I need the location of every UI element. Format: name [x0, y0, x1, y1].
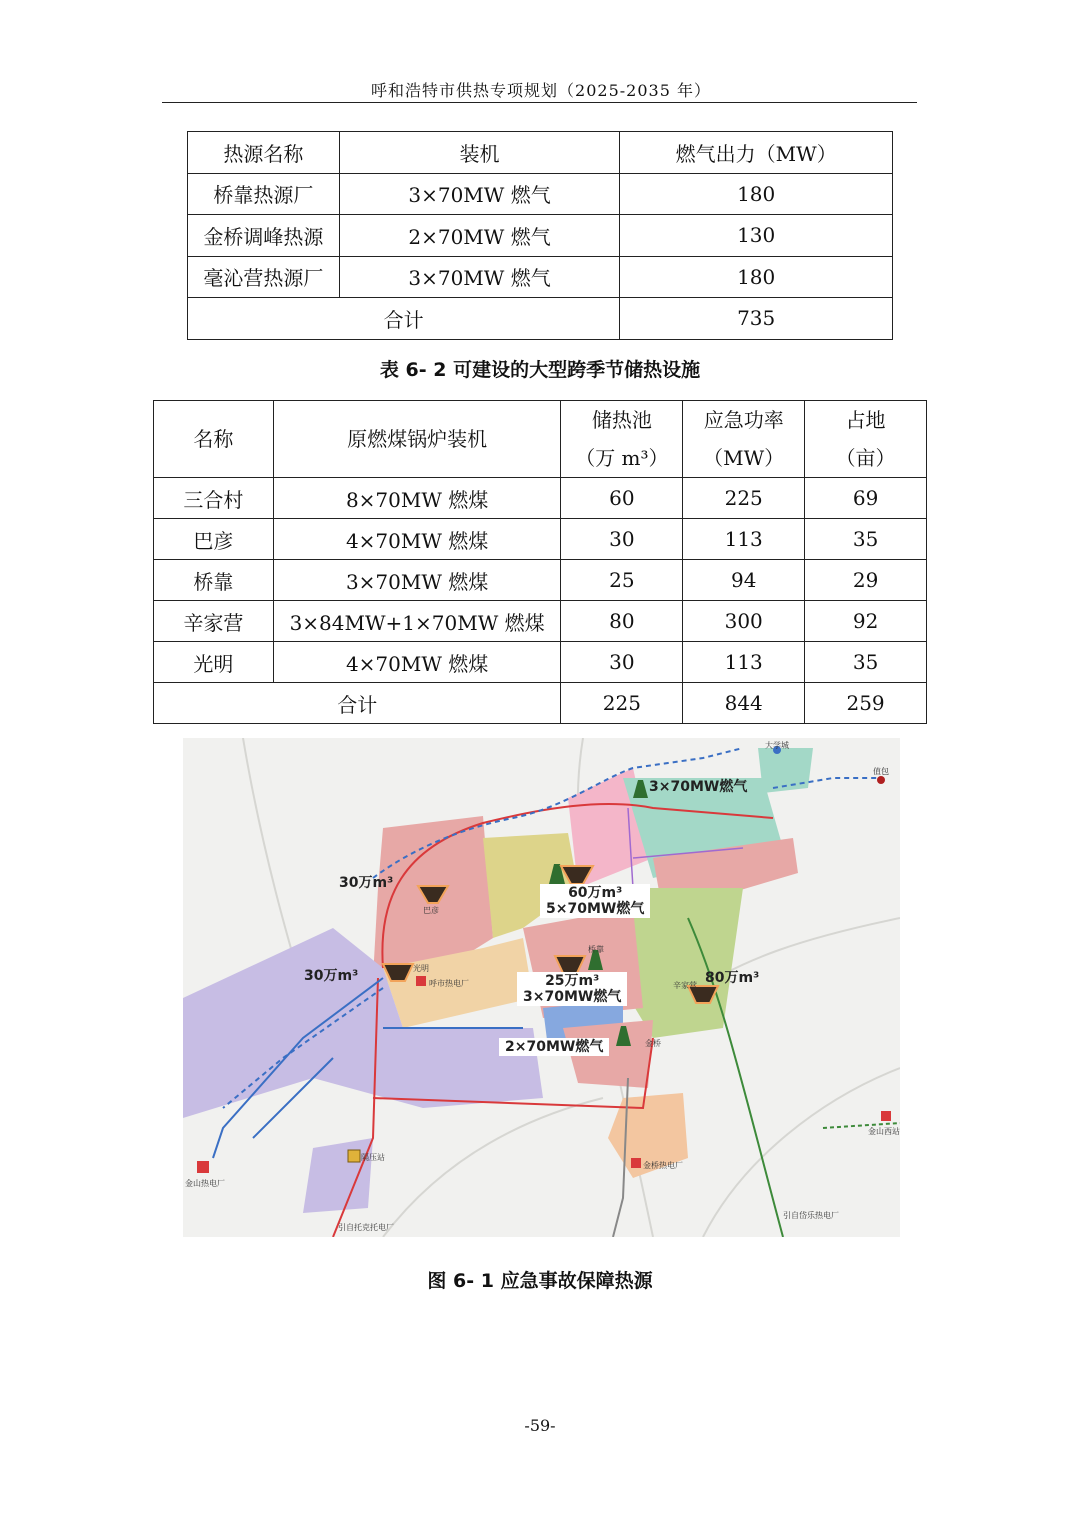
- heat-source-table: [187, 131, 893, 340]
- map-label-xinjiaying: 80万m³: [705, 970, 760, 986]
- table-cell: 3×70MW 燃煤: [273, 560, 561, 601]
- table-cell: 金桥调峰热源: [188, 215, 340, 257]
- table-cell: 35: [805, 642, 927, 683]
- total-label: 合计: [154, 683, 561, 724]
- running-header: 呼和浩特市供热专项规划（2025-2035 年）: [371, 81, 711, 100]
- table-cell: 辛家营: [154, 601, 274, 642]
- total-row: [154, 683, 927, 724]
- header-line: 应急功率: [703, 408, 784, 432]
- figure-caption: 图 6- 1 应急事故保障热源: [427, 1270, 653, 1292]
- table-caption: 表 6- 2 可建设的大型跨季节储热设施: [379, 359, 701, 381]
- total-row: [188, 298, 893, 340]
- table-cell: 180: [620, 173, 893, 215]
- table-cell: 25: [561, 560, 683, 601]
- map-label-bayan: 30万m³: [339, 875, 394, 891]
- endpoint-icon-baotou: [877, 776, 885, 784]
- map-small-label: 呼市热电厂: [429, 979, 469, 988]
- table-cell: 30: [561, 519, 683, 560]
- table-cell: 113: [683, 519, 805, 560]
- header-cell: 装机: [339, 132, 620, 174]
- table-cell: 300: [683, 601, 805, 642]
- table-cell: 4×70MW 燃煤: [273, 519, 561, 560]
- table-cell: 130: [620, 215, 893, 257]
- header-cell: [805, 401, 927, 478]
- header-unit: （万 m³）: [575, 446, 669, 470]
- header-line: 占地: [845, 408, 886, 432]
- map-small-label: 巴彦: [423, 906, 439, 915]
- map-small-label: 隔压站: [361, 1153, 385, 1162]
- map-small-label: 桥靠: [588, 945, 604, 954]
- table-cell: 三合村: [154, 478, 274, 519]
- total-value: 844: [683, 683, 805, 724]
- power-plant-icon-jinqiao: [631, 1158, 641, 1168]
- map-label-line: 25万m³: [545, 973, 600, 989]
- map-small-label: 值包: [873, 767, 889, 776]
- map-label-qiaokao: [517, 972, 627, 1006]
- total-value: 259: [805, 683, 927, 724]
- table-cell: 光明: [154, 642, 274, 683]
- map-label-sanhecun: [540, 884, 650, 918]
- total-value: 225: [561, 683, 683, 724]
- map-label-guangming: 30万m³: [304, 968, 359, 984]
- table-row: [154, 642, 927, 683]
- total-label: 合计: [188, 298, 620, 340]
- table-row: [154, 478, 927, 519]
- map-label-line: 60万m³: [568, 885, 623, 901]
- header-cell: [683, 401, 805, 478]
- table-row: [188, 173, 893, 215]
- table-cell: 80: [561, 601, 683, 642]
- header-cell: [561, 401, 683, 478]
- map-label-line: 5×70MW燃气: [546, 901, 645, 917]
- table-cell: 4×70MW 燃煤: [273, 642, 561, 683]
- table-cell: 113: [683, 642, 805, 683]
- table-cell: 3×70MW 燃气: [339, 173, 620, 215]
- map-small-label: 大学城: [765, 741, 789, 750]
- heat-network-map: [183, 738, 900, 1237]
- table-cell: 桥靠热源厂: [188, 173, 340, 215]
- page-number: -59-: [524, 1416, 556, 1435]
- map-small-label: 金山热电厂: [185, 1179, 225, 1188]
- table-cell: 69: [805, 478, 927, 519]
- table-cell: 94: [683, 560, 805, 601]
- map-small-label: 金桥: [645, 1039, 661, 1048]
- table-cell: 3×84MW+1×70MW 燃煤: [273, 601, 561, 642]
- power-plant-icon-jinshan: [197, 1161, 209, 1173]
- table-row: [154, 560, 927, 601]
- header-rule: [162, 102, 917, 103]
- table-cell: 180: [620, 256, 893, 298]
- map-small-label: 金桥热电厂: [643, 1161, 683, 1170]
- map-small-label: 引自岱乐热电厂: [783, 1211, 839, 1220]
- table-cell: 毫沁营热源厂: [188, 256, 340, 298]
- header-unit: （MW）: [703, 446, 785, 470]
- header-cell: 原燃煤锅炉装机: [273, 401, 561, 478]
- table-cell: 35: [805, 519, 927, 560]
- power-plant-icon-jinshan-west: [881, 1111, 891, 1121]
- table-row: [154, 519, 927, 560]
- map-small-label: 光明: [413, 964, 429, 973]
- map-small-label: 辛家营: [673, 981, 697, 990]
- table-cell: 8×70MW 燃煤: [273, 478, 561, 519]
- storage-table: [153, 400, 927, 724]
- header-cell: 名称: [154, 401, 274, 478]
- header-line: 储热池: [591, 408, 652, 432]
- table-cell: 3×70MW 燃气: [339, 256, 620, 298]
- table-cell: 30: [561, 642, 683, 683]
- zone-lavender-south: [303, 1138, 373, 1213]
- table-cell: 2×70MW 燃气: [339, 215, 620, 257]
- table-cell: 29: [805, 560, 927, 601]
- table-cell: 225: [683, 478, 805, 519]
- map-label-jinqiao: 2×70MW燃气: [499, 1038, 609, 1056]
- total-value: 735: [620, 298, 893, 340]
- station-icon: [348, 1150, 360, 1162]
- table-cell: 桥靠: [154, 560, 274, 601]
- table-cell: 60: [561, 478, 683, 519]
- map-small-label: 金山西站: [868, 1127, 900, 1136]
- table-cell: 巴彦: [154, 519, 274, 560]
- table-row: [188, 215, 893, 257]
- header-unit: （亩）: [835, 446, 896, 470]
- table-row: [188, 256, 893, 298]
- table-header-row: [188, 132, 893, 174]
- table-row: [154, 601, 927, 642]
- table-cell: 92: [805, 601, 927, 642]
- map-label-haoqinying: 3×70MW燃气: [649, 779, 748, 795]
- power-plant-icon-hushi: [416, 976, 426, 986]
- header-cell: 热源名称: [188, 132, 340, 174]
- map-small-label: 引自托克托电厂: [338, 1223, 394, 1232]
- table-header-row: [154, 401, 927, 478]
- map-label-line: 3×70MW燃气: [523, 989, 622, 1005]
- header-cell: 燃气出力（MW）: [620, 132, 893, 174]
